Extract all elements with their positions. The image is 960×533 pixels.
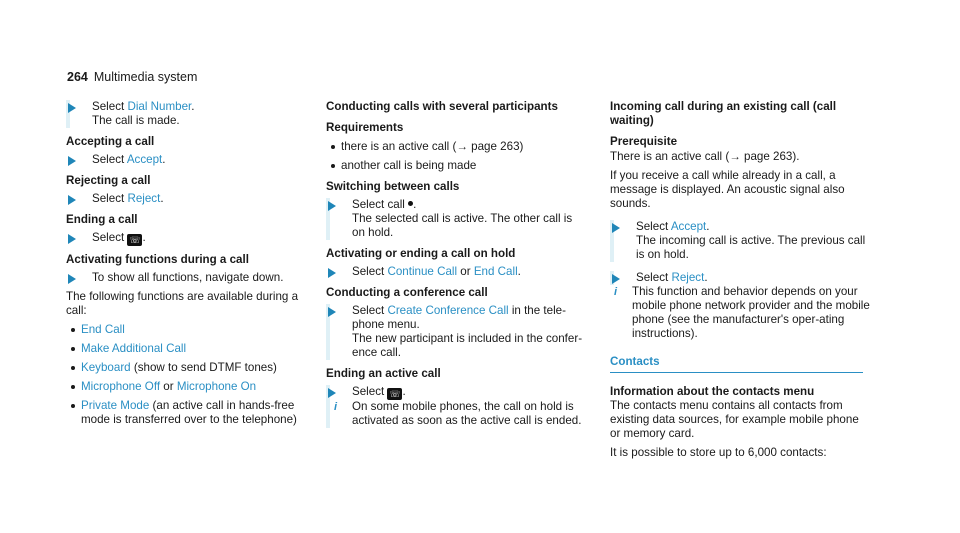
info-icon: i [614, 286, 618, 298]
step-arrow-icon [612, 223, 620, 233]
microphone-on-link[interactable]: Microphone On [176, 380, 257, 393]
step-switch: Select call . The selected call is active. The other call is on hold. [326, 198, 588, 240]
keyboard-link[interactable]: Keyboard [81, 361, 131, 374]
microphone-off-link[interactable]: Microphone Off [81, 380, 161, 393]
column-3 [610, 100, 872, 465]
note-function: i This function and behavior depends on your mobile phone network provider and the mobile phone (see the manufacturer's oper-ating instructions). [614, 285, 870, 340]
step-arrow-icon [68, 103, 76, 113]
private-mode-link[interactable]: Private Mode [81, 399, 150, 412]
note-end: i On some mobile phones, the call on hold is activated as soon as the active call is ended. [334, 400, 582, 427]
step-arrow-icon [68, 274, 76, 284]
column-2 [326, 100, 588, 428]
list-item: there is an active call (→ page 263) [326, 140, 588, 154]
section-title: Multimedia system [93, 70, 198, 84]
step-hold: Select Continue Call or End Call. [326, 265, 588, 279]
step-arrow-icon [68, 234, 76, 244]
receive-text: If you receive a call while already in a call, a message is displayed. An acoustic signal also sounds. [610, 169, 845, 210]
heading-functions: Activating functions during a call [66, 253, 249, 266]
dial-number-link[interactable]: Dial Number [127, 100, 192, 113]
step-show: To show all functions, navigate down. [66, 271, 318, 285]
step-end: Select ☏ . [66, 231, 318, 246]
list-item: Microphone Off or Microphone On [66, 380, 318, 394]
accept-link[interactable]: Accept [126, 153, 163, 166]
step-dial: Select Dial Number. The call is made. [66, 100, 318, 128]
contacts-info-text: The contacts menu contains all contacts from existing data sources, for example mobile phone or memory card. [610, 399, 859, 440]
step-arrow-icon [328, 268, 336, 278]
end-call-link[interactable]: End Call [473, 265, 518, 278]
list-item: Keyboard (show to send DTMF tones) [66, 361, 318, 375]
list-item: Private Mode (an active call in hands-free mode is transferred over to the telephone) [66, 399, 318, 427]
step-arrow-icon [328, 201, 336, 211]
heading-rejecting: Rejecting a call [66, 174, 151, 187]
step-reject: Select Reject. [66, 192, 318, 206]
list-item [66, 323, 318, 337]
hang-up-phone-icon: ☏ [389, 389, 401, 399]
heading-requirements: Requirements [326, 121, 404, 134]
heading-ending: Ending a call [66, 213, 138, 226]
heading-hold: Activating or ending a call on hold [326, 247, 516, 260]
step-conference: Select Create Conference Call in the tele-phone menu. The new participant is included in the confer-ence call. [326, 304, 588, 360]
page-header [67, 70, 197, 84]
end-call-link[interactable]: End Call [81, 323, 125, 336]
contacts-store-text: It is possible to store up to 6,000 contacts: [610, 446, 827, 459]
heading-accepting: Accepting a call [66, 135, 155, 148]
call-dot-icon [408, 201, 413, 206]
heading-conference: Conducting a conference call [326, 286, 488, 299]
step-arrow-icon [68, 195, 76, 205]
reject-link[interactable]: Reject [671, 271, 705, 284]
step-reject-waiting: Select Reject. [610, 271, 872, 285]
heading-conducting: Conducting calls with several participants [326, 100, 558, 113]
accept-link[interactable]: Accept [670, 220, 707, 233]
list-item: another call is being made [326, 159, 588, 173]
list-item [66, 342, 318, 356]
heading-contacts-info: Information about the contacts menu [610, 385, 815, 398]
reject-link[interactable]: Reject [127, 192, 161, 205]
heading-incoming: Incoming call during an existing call (call waiting) [610, 100, 837, 127]
step-accept: Select Accept. [66, 153, 318, 167]
hang-up-phone-icon: ☏ [129, 235, 141, 245]
prerequisite-text: There is an active call (→ page 263). [610, 150, 800, 163]
column-1 [66, 100, 318, 432]
heading-switching: Switching between calls [326, 180, 460, 193]
make-additional-call-link[interactable]: Make Additional Call [81, 342, 187, 355]
step-arrow-icon [68, 156, 76, 166]
step-accept-waiting: Select Accept. The incoming call is active. The previous call is on hold. [610, 220, 872, 262]
step-arrow-icon [612, 274, 620, 284]
dial-result: The call is made. [92, 114, 180, 127]
continue-call-link[interactable]: Continue Call [387, 265, 458, 278]
step-arrow-icon [328, 307, 336, 317]
functions-intro: The following functions are available during a call: [66, 290, 299, 317]
info-icon: i [334, 401, 338, 413]
create-conference-call-link[interactable]: Create Conference Call [387, 304, 509, 317]
step-end-active: Select ☏ . i On some mobile phones, the call on hold is activated as soon as the active call is ended. [326, 385, 588, 428]
page-number: 264 [67, 70, 88, 84]
heading-prerequisite: Prerequisite [610, 135, 678, 148]
heading-ending-active: Ending an active call [326, 367, 441, 380]
step-arrow-icon [328, 388, 336, 398]
section-contacts: Contacts [610, 355, 863, 373]
